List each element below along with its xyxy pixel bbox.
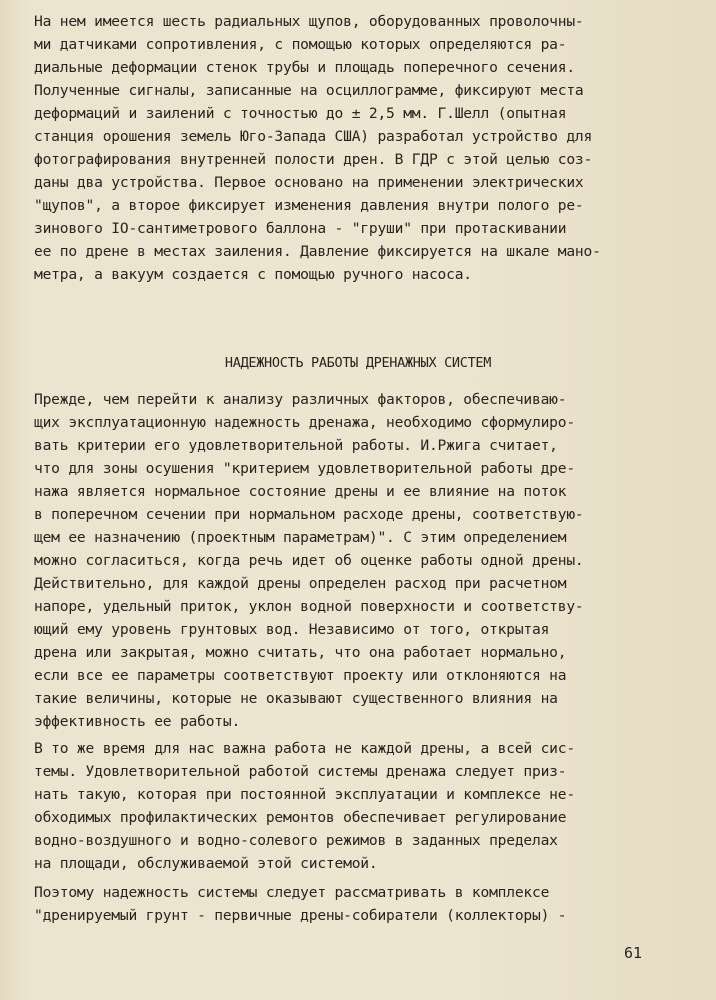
text-line: нажа является нормальное состояние дрены и ее влияние на поток <box>34 483 567 500</box>
text-line: вать критерии его удовлетворительной работы. И.Ржига считает, <box>34 437 558 454</box>
text-line: "щупов", а второе фиксирует изменения давления внутри полого ре- <box>34 197 584 214</box>
text-line: темы. Удовлетворительной работой системы дренажа следует приз- <box>34 763 567 780</box>
page-number: 61 <box>624 944 643 962</box>
text-line: можно согласиться, когда речь идет об оценке работы одной дрены. <box>34 552 584 569</box>
text-line: диальные деформации стенок трубы и площадь поперечного сечения. <box>34 59 575 76</box>
text-line: станция орошения земель Юго-Запада США) разработал устройство для <box>34 128 593 145</box>
text-line: ее по дрене в местах заиления. Давление фиксируется на шкале мано- <box>34 243 601 260</box>
text-line: В то же время для нас важна работа не каждой дрены, а всей сис- <box>34 740 575 757</box>
text-line: "дренируемый грунт - первичные дрены-собиратели (коллекторы) - <box>34 907 567 924</box>
text-line: На нем имеется шесть радиальных щупов, оборудованных проволочны- <box>34 13 584 30</box>
text-line: Полученные сигналы, записанные на осциллограмме, фиксируют места <box>34 82 584 99</box>
text-line: зинового IO-сантиметрового баллона - "груши" при протаскивании <box>34 220 567 237</box>
text-line: эффективность ее работы. <box>34 713 241 730</box>
text-line: напоре, удельный приток, уклон водной поверхности и соответству- <box>34 598 584 615</box>
text-line: водно-воздушного и водно-солевого режимов в заданных пределах <box>34 832 558 849</box>
text-line: метра, а вакуум создается с помощью ручного насоса. <box>34 266 472 283</box>
text-line: такие величины, которые не оказывают существенного влияния на <box>34 690 558 707</box>
text-line: Поэтому надежность системы следует рассматривать в комплексе <box>34 884 550 901</box>
section-heading: НАДЕЖНОСТЬ РАБОТЫ ДРЕНАЖНЫХ СИСТЕМ <box>224 355 492 371</box>
text-line: в поперечном сечении при нормальном расходе дрены, соответствую- <box>34 506 584 523</box>
text-line: даны два устройства. Первое основано на применении электрических <box>34 174 584 191</box>
text-line: ющий ему уровень грунтовых вод. Независимо от того, открытая <box>34 621 550 638</box>
text-line: на площади, обслуживаемой этой системой. <box>34 855 378 872</box>
text-line: щих эксплуатационную надежность дренажа, необходимо сформулиро- <box>34 414 575 431</box>
text-line: что для зоны осушения "критерием удовлетворительной работы дре- <box>34 460 575 477</box>
text-line: обходимых профилактических ремонтов обеспечивает регулирование <box>34 809 567 826</box>
text-line: деформаций и заилений с точностью до ± 2,5 мм. Г.Шелл (опытная <box>34 105 567 122</box>
text-line: щем ее назначению (проектным параметрам)". С этим определением <box>34 529 567 546</box>
text-line: нать такую, которая при постоянной эксплуатации и комплексе не- <box>34 786 575 803</box>
text-line: Прежде, чем перейти к анализу различных факторов, обеспечиваю- <box>34 391 567 408</box>
text-line: если все ее параметры соответствуют проекту или отклоняются на <box>34 667 567 684</box>
text-line: Действительно, для каждой дрены определен расход при расчетном <box>34 575 567 592</box>
text-line: фотографирования внутренней полости дрен. В ГДР с этой целью соз- <box>34 151 593 168</box>
text-line: дрена или закрытая, можно считать, что она работает нормально, <box>34 644 567 661</box>
text-line: ми датчиками сопротивления, с помощью которых определяются ра- <box>34 36 567 53</box>
